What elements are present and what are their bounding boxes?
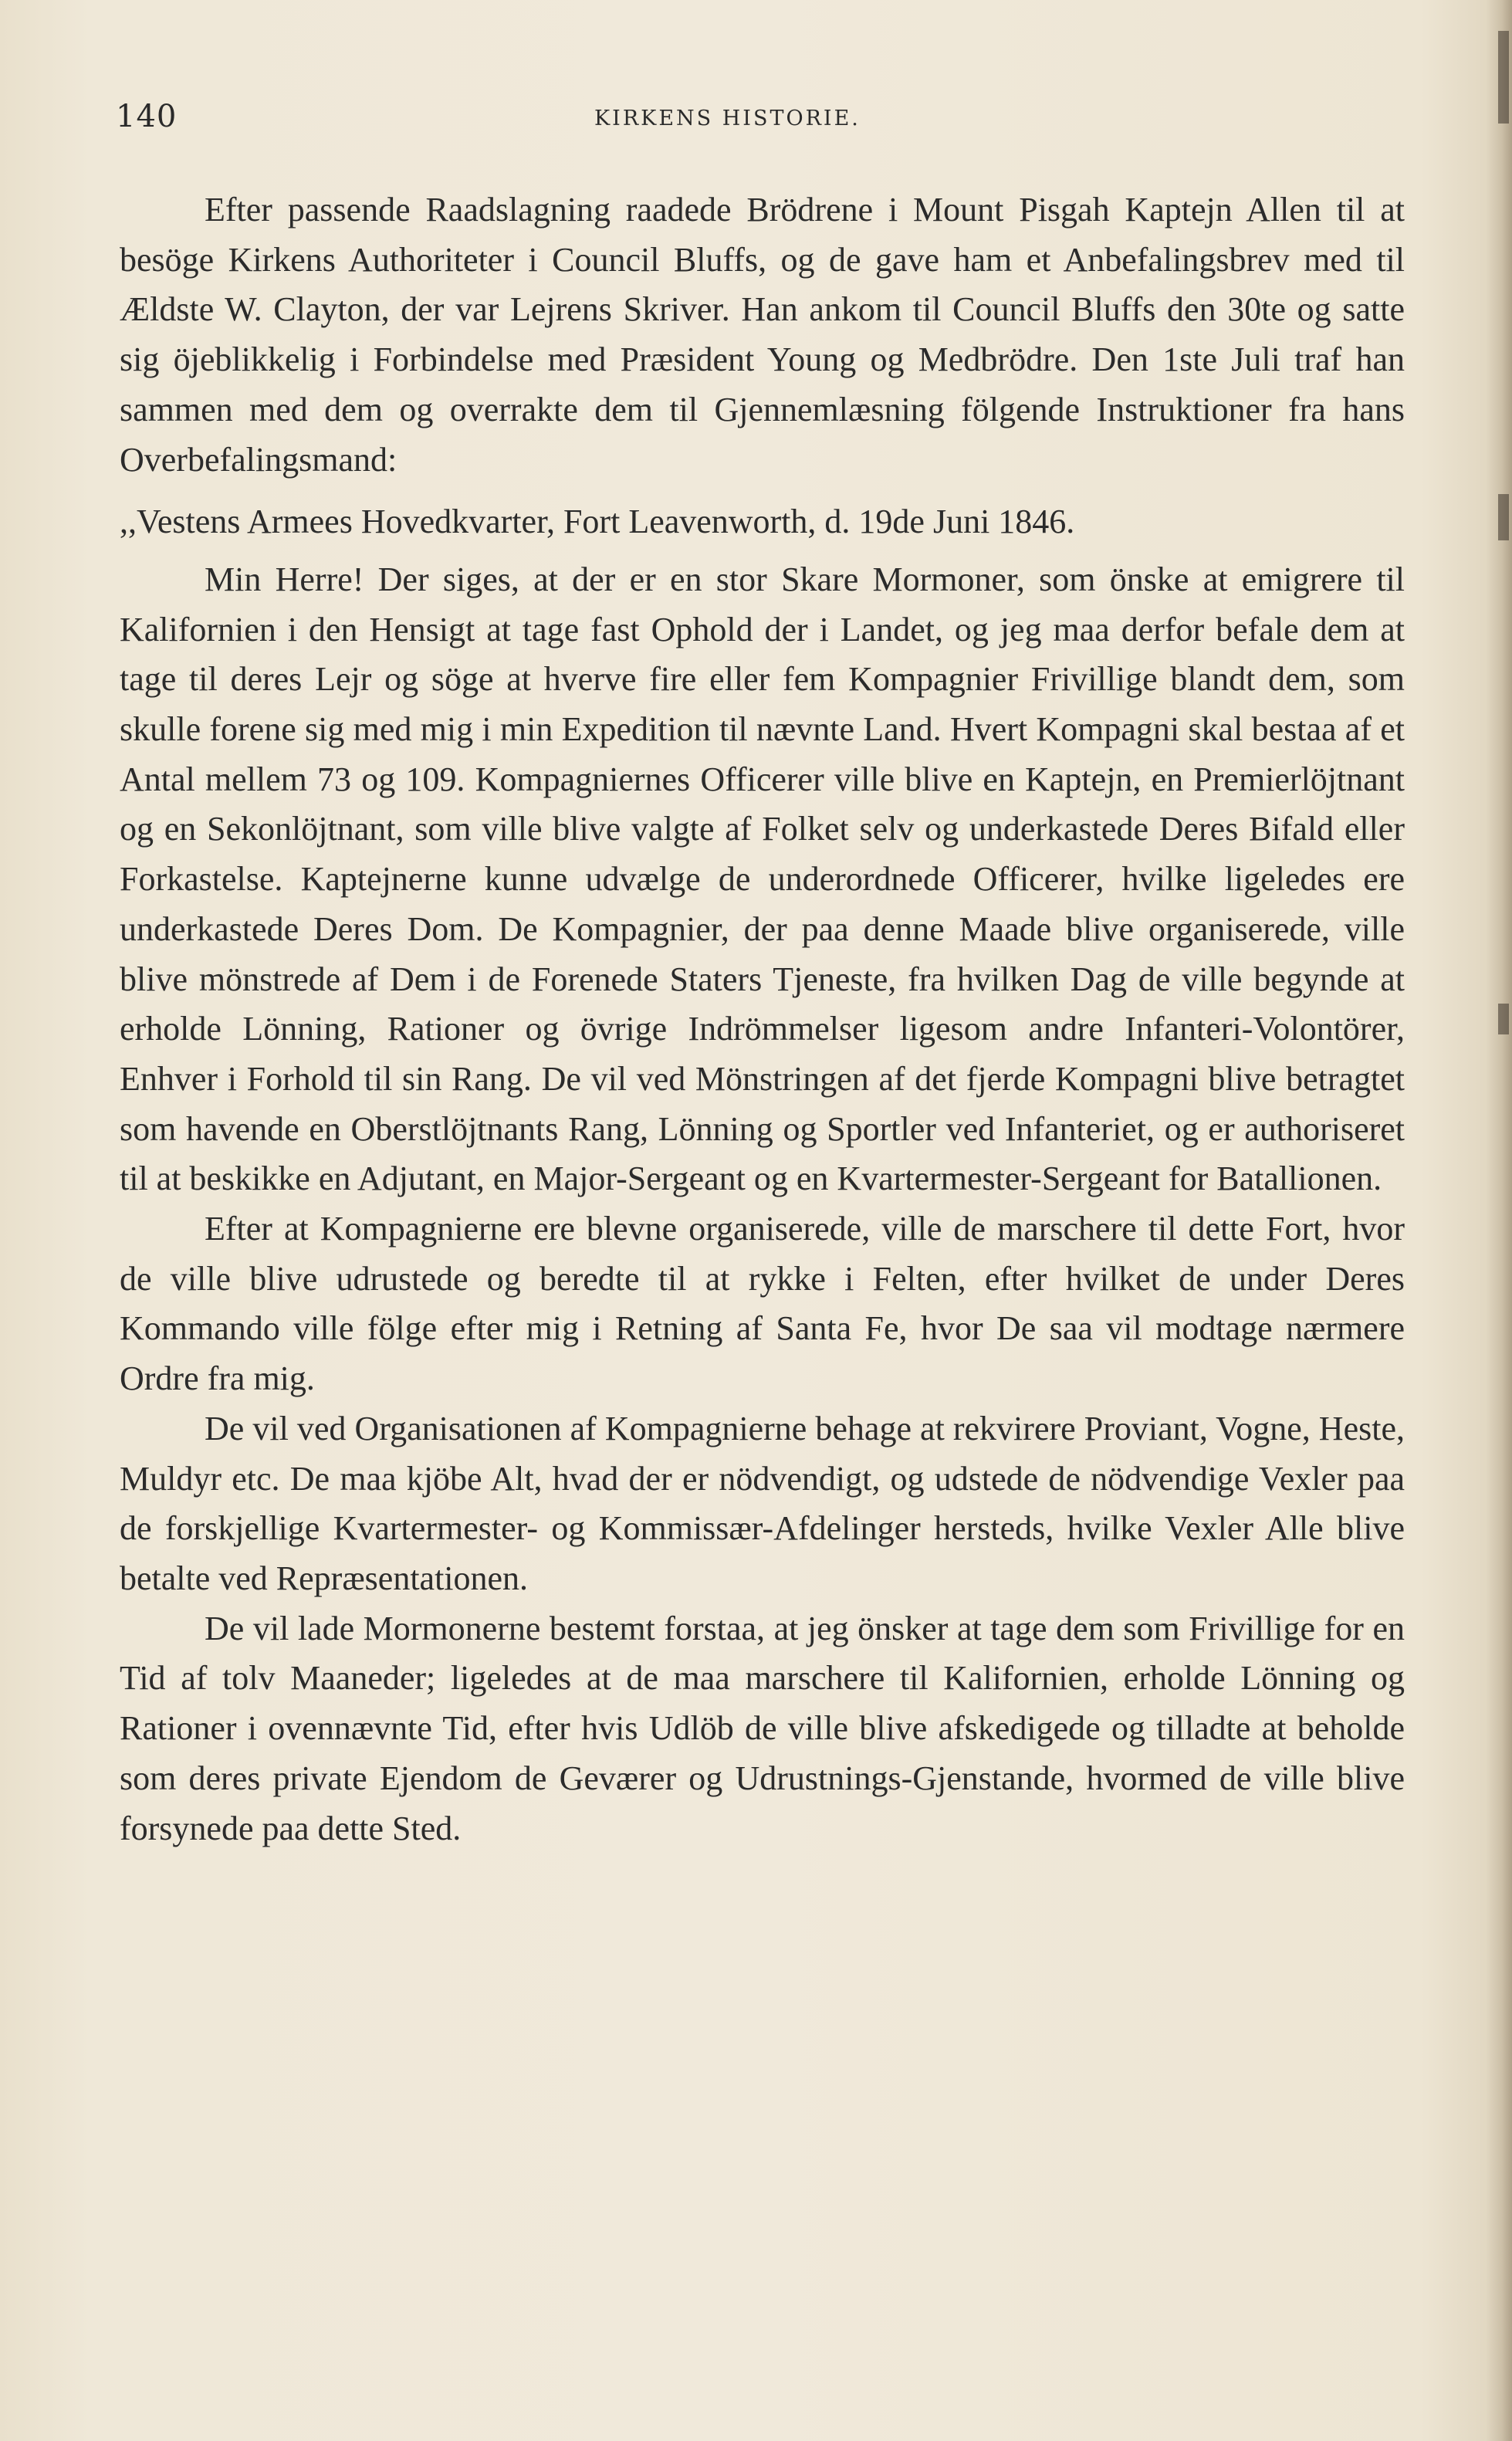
page-number: 140 <box>116 99 178 134</box>
paragraph: De vil ved Organisationen af Kompagnierne behage at rekvirere Proviant, Vogne, Heste, Muldyr etc. De maa kjöbe Alt, hvad der er nödvendigt, og udstede de nödvendige Vexler paa de forskjellige Kvartermester- og Kommissær-Afdelinger hersteds, hvilke Vexler Alle blive betalte ved Repræsentationen. <box>120 1409 1405 1597</box>
running-head: KIRKENS HISTORIE. <box>594 107 861 130</box>
page-edge-mark <box>1498 31 1509 124</box>
paragraph: De vil lade Mormonerne bestemt forstaa, at jeg önsker at tage dem som Frivillige for en Tid af tolv Maaneder; ligeledes at de maa marschere til Kalifornien, erholde Lönning og Rationer i ovennævnte Tid, efter hvis Udlöb de ville blive afskedigede og tilladte at beholde som deres private Ejendom de Geværer og Udrustnings-Gjenstande, hvormed de ville blive forsynede paa dette Sted. <box>120 1609 1405 1847</box>
page-edge-shadow <box>1486 0 1512 2441</box>
letter-dateline: ,,Vestens Armees Hovedkvarter, Fort Leavenworth, d. 19de Juni 1846. <box>120 503 1075 541</box>
page-edge-mark <box>1498 494 1509 540</box>
paragraph: Efter at Kompagnierne ere blevne organiserede, ville de marschere til dette Fort, hvor de ville blive udrustede og beredte til at rykke i Felten, efter hvilket de under Deres Kommando ville fölge efter mig i Retning af Santa Fe, hvor De saa vil modtage nærmere Ordre fra mig. <box>120 1210 1405 1398</box>
body-text <box>120 185 1405 1854</box>
page-header <box>116 99 1412 137</box>
page-edge-mark <box>1498 1004 1509 1034</box>
paragraph: Efter passende Raadslagning raadede Brödrene i Mount Pisgah Kaptejn Allen til at besöge Kirkens Authoriteter i Council Bluffs, og de gave ham et Anbefalingsbrev med til Ældste W. Clayton, der var Lejrens Skriver. Han ankom til Council Bluffs den 30te og satte sig öjeblikkelig i Forbindelse med Præsident Young og Medbrödre. Den 1ste Juli traf han sammen med dem og overrakte dem til Gjennemlæsning fölgende Instruktioner fra hans Overbefalingsmand: <box>120 191 1405 479</box>
paragraph: Min Herre! Der siges, at der er en stor Skare Mormoner, som önske at emigrere til Kalifornien i den Hensigt at tage fast Ophold der i Landet, og jeg maa derfor befale dem at tage til deres Lejr og söge at hverve fire eller fem Kompagnier Frivillige blandt dem, som skulle forene sig med mig i min Expedition til nævnte Land. Hvert Kompagni skal bestaa af et Antal mellem 73 og 109. Kompagniernes Officerer ville blive en Kaptejn, en Premierlöjtnant og en Sekonlöjtnant, som ville blive valgte af Folket selv og underkastede Deres Bifald eller Forkastelse. Kaptejnerne kunne udvælge de underordnede Officerer, hvilke ligeledes ere underkastede Deres Dom. De Kompagnier, der paa denne Maade blive organiserede, ville blive mönstrede af Dem i de Forenede Staters Tjeneste, fra hvilken Dag de ville begynde at erholde Lönning, Rationer og övrige Indrömmelser ligesom andre Infanteri-Volontörer, Enhver i Forhold til sin Rang. De vil ved Mönstringen af det fjerde Kompagni blive betragtet som havende en Oberstlöjtnants Rang, Lönning og Sportler ved Infanteriet, og er authoriseret til at beskikke en Adjutant, en Major-Sergeant og en Kvartermester-Sergeant for Batallionen. <box>120 560 1405 1198</box>
